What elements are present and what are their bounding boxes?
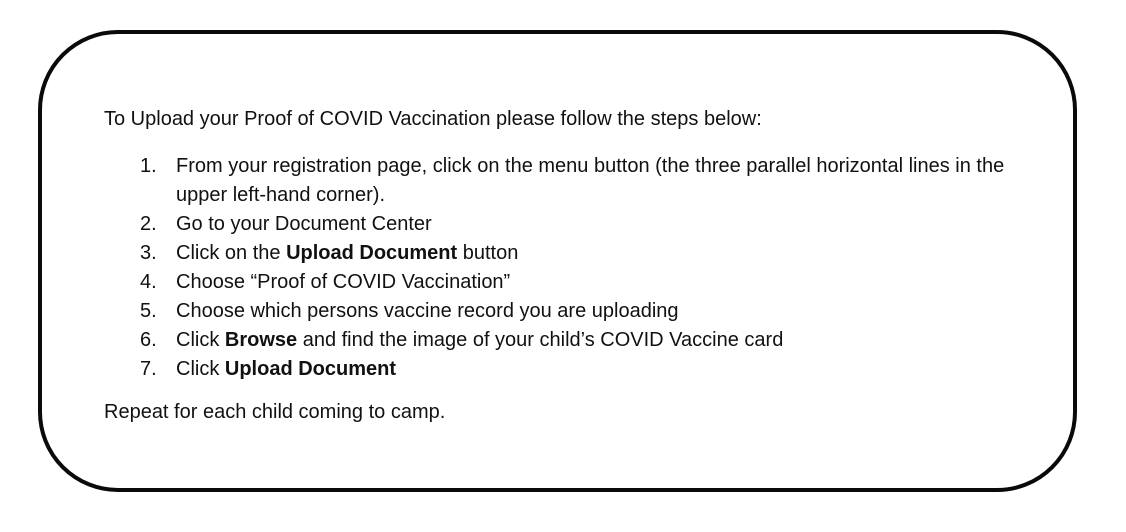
step-item (104, 326, 1044, 355)
step-text: Choose which persons vaccine record you are uploading (176, 300, 679, 322)
step-number: 3. (140, 242, 157, 264)
step-text-bold: Browse (224, 329, 298, 351)
step-number: 5. (140, 300, 157, 322)
step-item (104, 355, 1044, 384)
step-text-bold: Upload Document (286, 242, 458, 264)
step-item (104, 210, 1044, 239)
step-text (176, 239, 1044, 268)
step-text (176, 326, 1044, 355)
step-text: Go to your Document Center (176, 213, 432, 235)
step-text: Choose “Proof of COVID Vaccination” (176, 271, 511, 293)
step-text: From your registration page, click on the menu button (the three parallel horizontal lines in the upper left-hand corner). (176, 155, 1005, 206)
step-text-pre: Click (176, 358, 225, 380)
step-text-bold: Upload Document (224, 358, 397, 380)
step-number: 1. (140, 155, 157, 177)
outro-text: Repeat for each child coming to camp. (104, 401, 446, 423)
intro-text: To Upload your Proof of COVID Vaccination please follow the steps below: (104, 108, 762, 130)
step-number: 2. (140, 213, 157, 235)
step-text-post: and find the image of your child’s COVID Vaccine card (297, 329, 784, 351)
step-text-pre: Click (176, 329, 225, 351)
step-text-pre: Click on the (176, 242, 287, 264)
step-number: 4. (140, 271, 157, 293)
step-item (104, 297, 1044, 326)
step-item (104, 152, 1044, 210)
step-text (176, 355, 1044, 384)
step-number: 6. (140, 329, 157, 351)
steps-list (104, 152, 1044, 384)
step-text-post: button (457, 242, 519, 264)
step-item (104, 239, 1044, 268)
step-item (104, 268, 1044, 297)
step-number: 7. (140, 358, 157, 380)
